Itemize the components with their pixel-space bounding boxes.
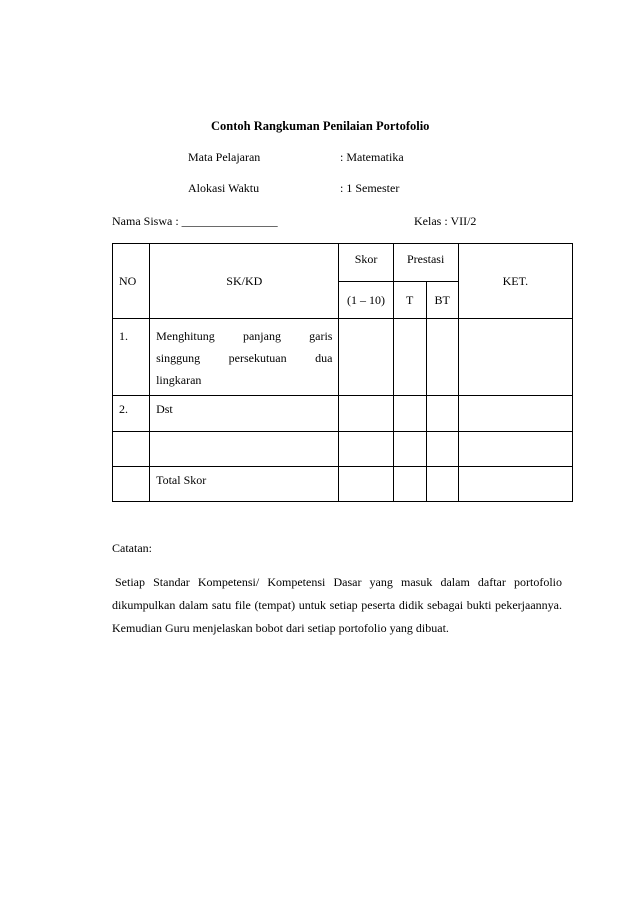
row-skor: [339, 319, 393, 396]
header-no: NO: [113, 244, 150, 319]
row-number: 2.: [113, 396, 150, 432]
subject-value: : Matematika: [340, 150, 404, 164]
header-prestasi: Prestasi: [393, 244, 458, 282]
row-number: 1.: [113, 319, 150, 396]
row-bt: [426, 467, 458, 502]
row-t: [393, 396, 426, 432]
notes-body: Setiap Standar Kompetensi/ Kompetensi Dasar yang masuk dalam daftar portofolio dikumpulkan dalam satu file (tempat) untuk setiap peserta didik sebagai bukti pekerjaannya. Kemudian Guru menjelaskan bobot dari setiap portofolio yang dibuat.: [112, 575, 562, 635]
table-row: [113, 396, 573, 432]
row-skor: [339, 467, 393, 502]
document-title: Contoh Rangkuman Penilaian Portofolio: [211, 119, 430, 133]
subject-label: Mata Pelajaran: [188, 150, 261, 164]
total-score-label: Total Skor: [150, 467, 339, 502]
row-ket: [458, 396, 572, 432]
row-skor: [339, 432, 393, 467]
header-bt: BT: [426, 282, 458, 319]
row-skor: [339, 396, 393, 432]
student-name-field: Nama Siswa : ________________: [112, 214, 278, 228]
row-t: [393, 319, 426, 396]
time-allocation-value: : 1 Semester: [340, 181, 400, 195]
notes-label: Catatan:: [112, 541, 152, 555]
row-ket: [458, 319, 572, 396]
row-skkd-line: Menghitung panjang garis: [156, 329, 333, 343]
header-skor: Skor: [339, 244, 393, 282]
table-row: [113, 432, 573, 467]
table-row: [113, 319, 573, 396]
row-bt: [426, 396, 458, 432]
table-header-row: [113, 244, 573, 282]
row-bt: [426, 319, 458, 396]
row-skkd-text: Dst: [150, 396, 339, 432]
header-ket: KET.: [458, 244, 572, 319]
row-t: [393, 467, 426, 502]
table-row-total: [113, 467, 573, 502]
row-t: [393, 432, 426, 467]
portfolio-summary-table: [112, 243, 573, 502]
time-allocation-label: Alokasi Waktu: [188, 181, 260, 195]
row-ket: [458, 467, 572, 502]
class-field: Kelas : VII/2: [414, 214, 477, 228]
header-t: T: [393, 282, 426, 319]
row-skkd-line: lingkaran: [156, 373, 202, 387]
row-number: [113, 467, 150, 502]
row-skkd-text: [150, 432, 339, 467]
row-ket: [458, 432, 572, 467]
row-skkd-line: singgung persekutuan dua: [156, 351, 333, 365]
header-skkd: SK/KD: [150, 244, 339, 319]
row-skkd-cell: [150, 319, 339, 396]
header-skor-range: (1 – 10): [339, 282, 393, 319]
row-bt: [426, 432, 458, 467]
row-number: [113, 432, 150, 467]
